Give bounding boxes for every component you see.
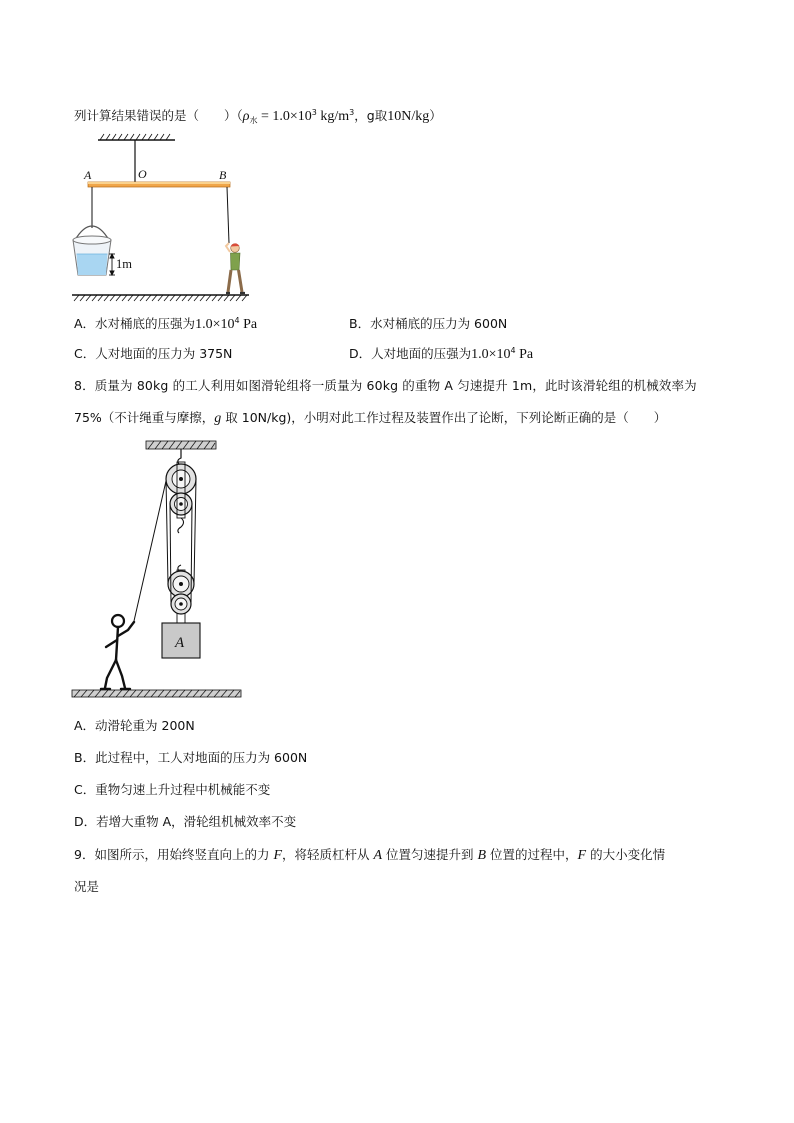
q8-stem-line1: 8．质量为 80kg 的工人利用如图滑轮组将一质量为 60kg 的重物 A 匀速提升 1m，此时该滑轮组的机械效率为 <box>74 378 697 393</box>
height-label: 1m <box>116 257 132 271</box>
q7-option-c: C．人对地面的压力为 375N <box>74 346 233 361</box>
rho-symbol: ρ <box>242 109 250 124</box>
weight-label: A <box>175 635 185 651</box>
q8-option-d: D．若增大重物 A，滑轮组机械效率不变 <box>74 814 297 829</box>
worker-icon <box>101 615 134 689</box>
q7-stem: 列计算结果错误的是（ ）（$\rho_水 = 1.0\times 10^3$ $kg/m^3$，g取10N/kg） <box>74 108 442 125</box>
q7-option-a: A．水对桶底的压强为$1.0\times 10^4$ Pa <box>74 316 258 332</box>
q7-option-d: D．人对地面的压强为$1.0\times 10^4$ Pa <box>349 346 534 362</box>
q7-option-b: B．水对桶底的压力为 600N <box>349 316 508 331</box>
q9-stem-line2: 况是 <box>74 879 100 894</box>
q9-stem-line1: 9．如图所示，用始终竖直向上的力 F，将轻质杠杆从 A 位置匀速提升到 B 位置的过程中，F 的大小变化情 <box>74 847 666 863</box>
q8-option-c: C．重物匀速上升过程中机械能不变 <box>74 782 271 797</box>
movable-pulley-bottom <box>171 594 191 614</box>
q8-option-b: B．此过程中，工人对地面的压力为 600N <box>74 750 308 765</box>
movable-pulley-top <box>168 571 194 597</box>
label-o: O <box>138 167 147 181</box>
label-b: B <box>219 168 227 182</box>
q8-option-a: A．动滑轮重为 200N <box>74 718 195 733</box>
q8-stem-line2: 75%（不计绳重与摩擦，g 取 10N/kg)，小明对此工作过程及装置作出了论断，下列论断正确的是（ ） <box>74 410 667 426</box>
fixed-pulley-bottom <box>170 493 192 515</box>
label-a: A <box>84 168 92 182</box>
fixed-pulley-top <box>166 464 196 494</box>
